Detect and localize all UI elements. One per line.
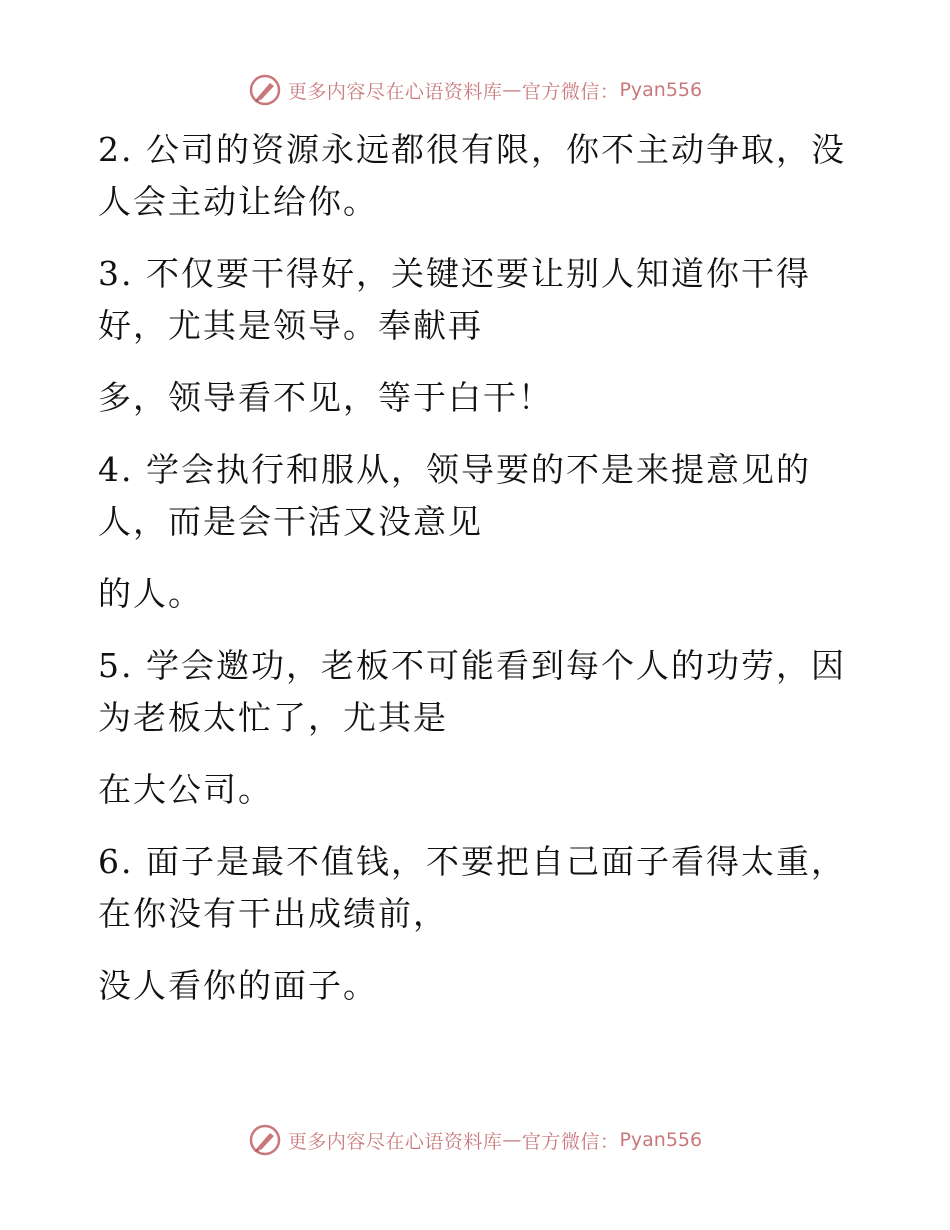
- text-line: 3. 不仅要干得好，关键还要让别人知道你干得: [98, 254, 811, 293]
- footer-brand-text: 更多内容尽在心语资料库: [287, 1130, 503, 1153]
- page-footer: [0, 1120, 950, 1160]
- text-line: 在你没有干出成绩前，: [98, 894, 448, 933]
- pen-logo-icon: [248, 1123, 282, 1157]
- header-wechat-id: Pyan556: [619, 79, 703, 101]
- header-wechat-label: 官方微信：: [521, 80, 620, 103]
- text-line: 4. 学会执行和服从，领导要的不是来提意见的: [98, 450, 811, 489]
- footer-wechat-id: Pyan556: [619, 1129, 703, 1151]
- footer-brand: [248, 1123, 702, 1157]
- header-brand-text: 更多内容尽在心语资料库: [287, 80, 503, 103]
- text-line: 人会主动让给你。: [98, 182, 378, 221]
- text-line: 在大公司。: [98, 770, 273, 809]
- text-line: 好，尤其是领导。奉献再: [98, 306, 483, 345]
- text-line: 为老板太忙了，尤其是: [98, 698, 448, 737]
- header-brand: [248, 73, 702, 107]
- page-header: [0, 70, 950, 110]
- text-line: 人，而是会干活又没意见: [98, 502, 483, 541]
- document-body: [98, 124, 888, 1012]
- header-separator: —: [502, 79, 522, 101]
- footer-separator: —: [502, 1129, 522, 1151]
- text-line: 6. 面子是最不值钱，不要把自己面子看得太重，: [98, 842, 846, 881]
- text-line: 5. 学会邀功，老板不可能看到每个人的功劳，因: [98, 646, 846, 685]
- text-line: 的人。: [98, 574, 203, 613]
- footer-wechat-label: 官方微信：: [521, 1130, 620, 1153]
- text-line: 多，领导看不见，等于白干！: [98, 378, 553, 417]
- text-line: 没人看你的面子。: [98, 966, 378, 1005]
- pen-logo-icon: [248, 73, 282, 107]
- text-line: 2. 公司的资源永远都很有限，你不主动争取，没: [98, 130, 846, 169]
